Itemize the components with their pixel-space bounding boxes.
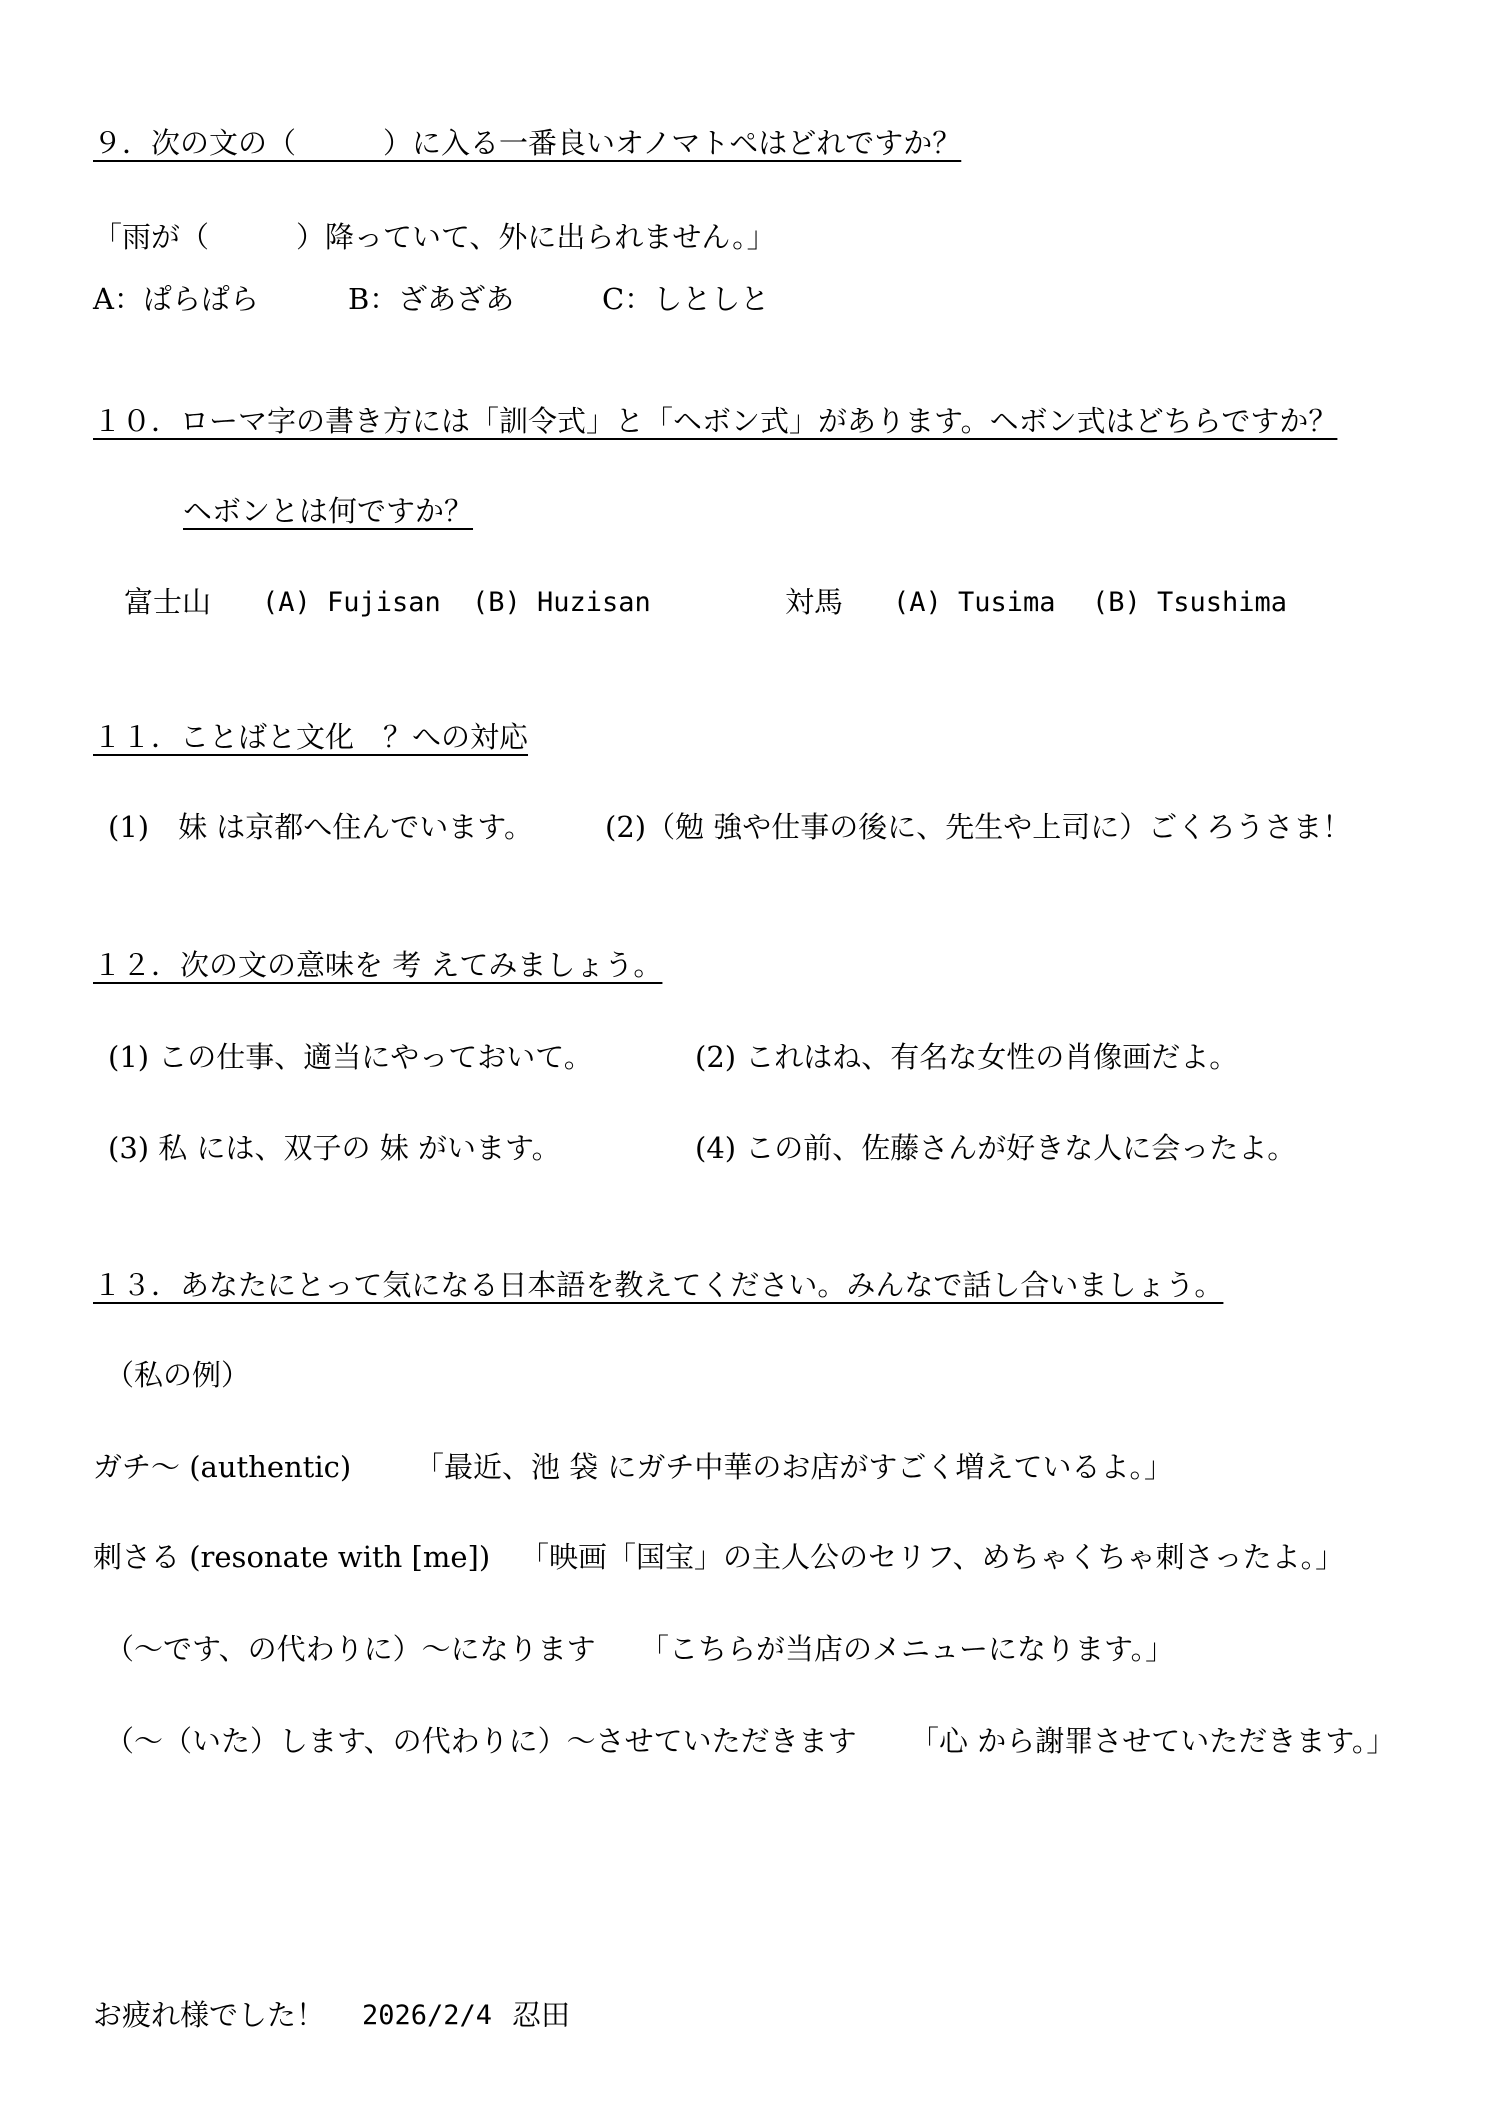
q12-item4: (4) この前、佐藤さんが好きな人に会ったよ。 — [695, 1131, 1297, 1165]
q9-heading: ９．次の文の（ ）に入る一番良いオノマトペはどれですか？ — [93, 126, 962, 160]
q13-example-4-term: （～（いた）します、の代わりに）～させていただきます — [105, 1724, 857, 1758]
q12-heading: １２．次の文の意味を 考 えてみましょう。 — [93, 948, 663, 982]
q10-item1-word: 富士山 — [124, 585, 212, 619]
q10-item2-word: 対馬 — [785, 585, 844, 619]
q13-example-3-sentence: 「こちらが当店のメニューになります。」 — [640, 1632, 1175, 1666]
footer-name: 忍田 — [512, 1998, 571, 2032]
q13-example-2-term: 刺さる (resonate with [me]) — [93, 1540, 491, 1574]
q13-heading: １３．あなたにとって気になる日本語を教えてください。みんなで話し合いましょう。 — [93, 1268, 1224, 1302]
q11-item1: (1) 妹 は京都へ住んでいます。 — [108, 810, 533, 844]
q10-heading-line2: ヘボンとは何ですか？ — [183, 494, 474, 528]
q9-option-b: B：ざあざあ — [348, 282, 515, 316]
q11-heading: １１．ことばと文化 ？への対応 — [93, 720, 529, 754]
q13-example-3-term: （～です、の代わりに）～になります — [105, 1632, 596, 1666]
footer-date: 2026/2/4 — [362, 2000, 493, 2031]
q13-example-2-sentence: 「映画「国宝」の主人公のセリフ、めちゃくちゃ刺さったよ。」 — [520, 1540, 1345, 1574]
q9-sentence: 「雨が（ ）降っていて、外に出られません。」 — [93, 220, 776, 254]
q12-item3: (3) 私 には、双子の 妹 がいます。 — [108, 1131, 561, 1165]
q10-item1-option-a: (A) Fujisan — [262, 587, 441, 618]
footer-closing: お疲れ様でした！ — [93, 1998, 326, 2032]
q12-item1: (1) この仕事、適当にやっておいて。 — [108, 1040, 593, 1074]
q11-item2: (2)（勉 強や仕事の後に、先生や上司に）ごくろうさま！ — [605, 810, 1352, 844]
q10-heading-line1: １０．ローマ字の書き方には「訓令式」と「ヘボン式」があります。ヘボン式はどちらですか？ — [93, 404, 1338, 438]
q13-example-4-sentence: 「心 から謝罪させていただきます。」 — [910, 1724, 1396, 1758]
q13-example-1-term: ガチ～ (authentic) — [93, 1450, 352, 1484]
q10-item2-option-a: (A) Tusima — [893, 587, 1056, 618]
q10-item2-option-b: (B) Tsushima — [1092, 587, 1288, 618]
q9-option-c: C：しとしと — [602, 282, 770, 316]
q9-option-a: A：ぱらぱら — [93, 282, 259, 316]
q12-item2: (2) これはね、有名な女性の肖像画だよ。 — [695, 1040, 1239, 1074]
q10-item1-option-b: (B) Huzisan — [472, 587, 651, 618]
q13-example-1-sentence: 「最近、池 袋 にガチ中華のお店がすごく増えているよ。」 — [415, 1450, 1173, 1484]
q13-example-label: （私の例） — [105, 1358, 251, 1392]
